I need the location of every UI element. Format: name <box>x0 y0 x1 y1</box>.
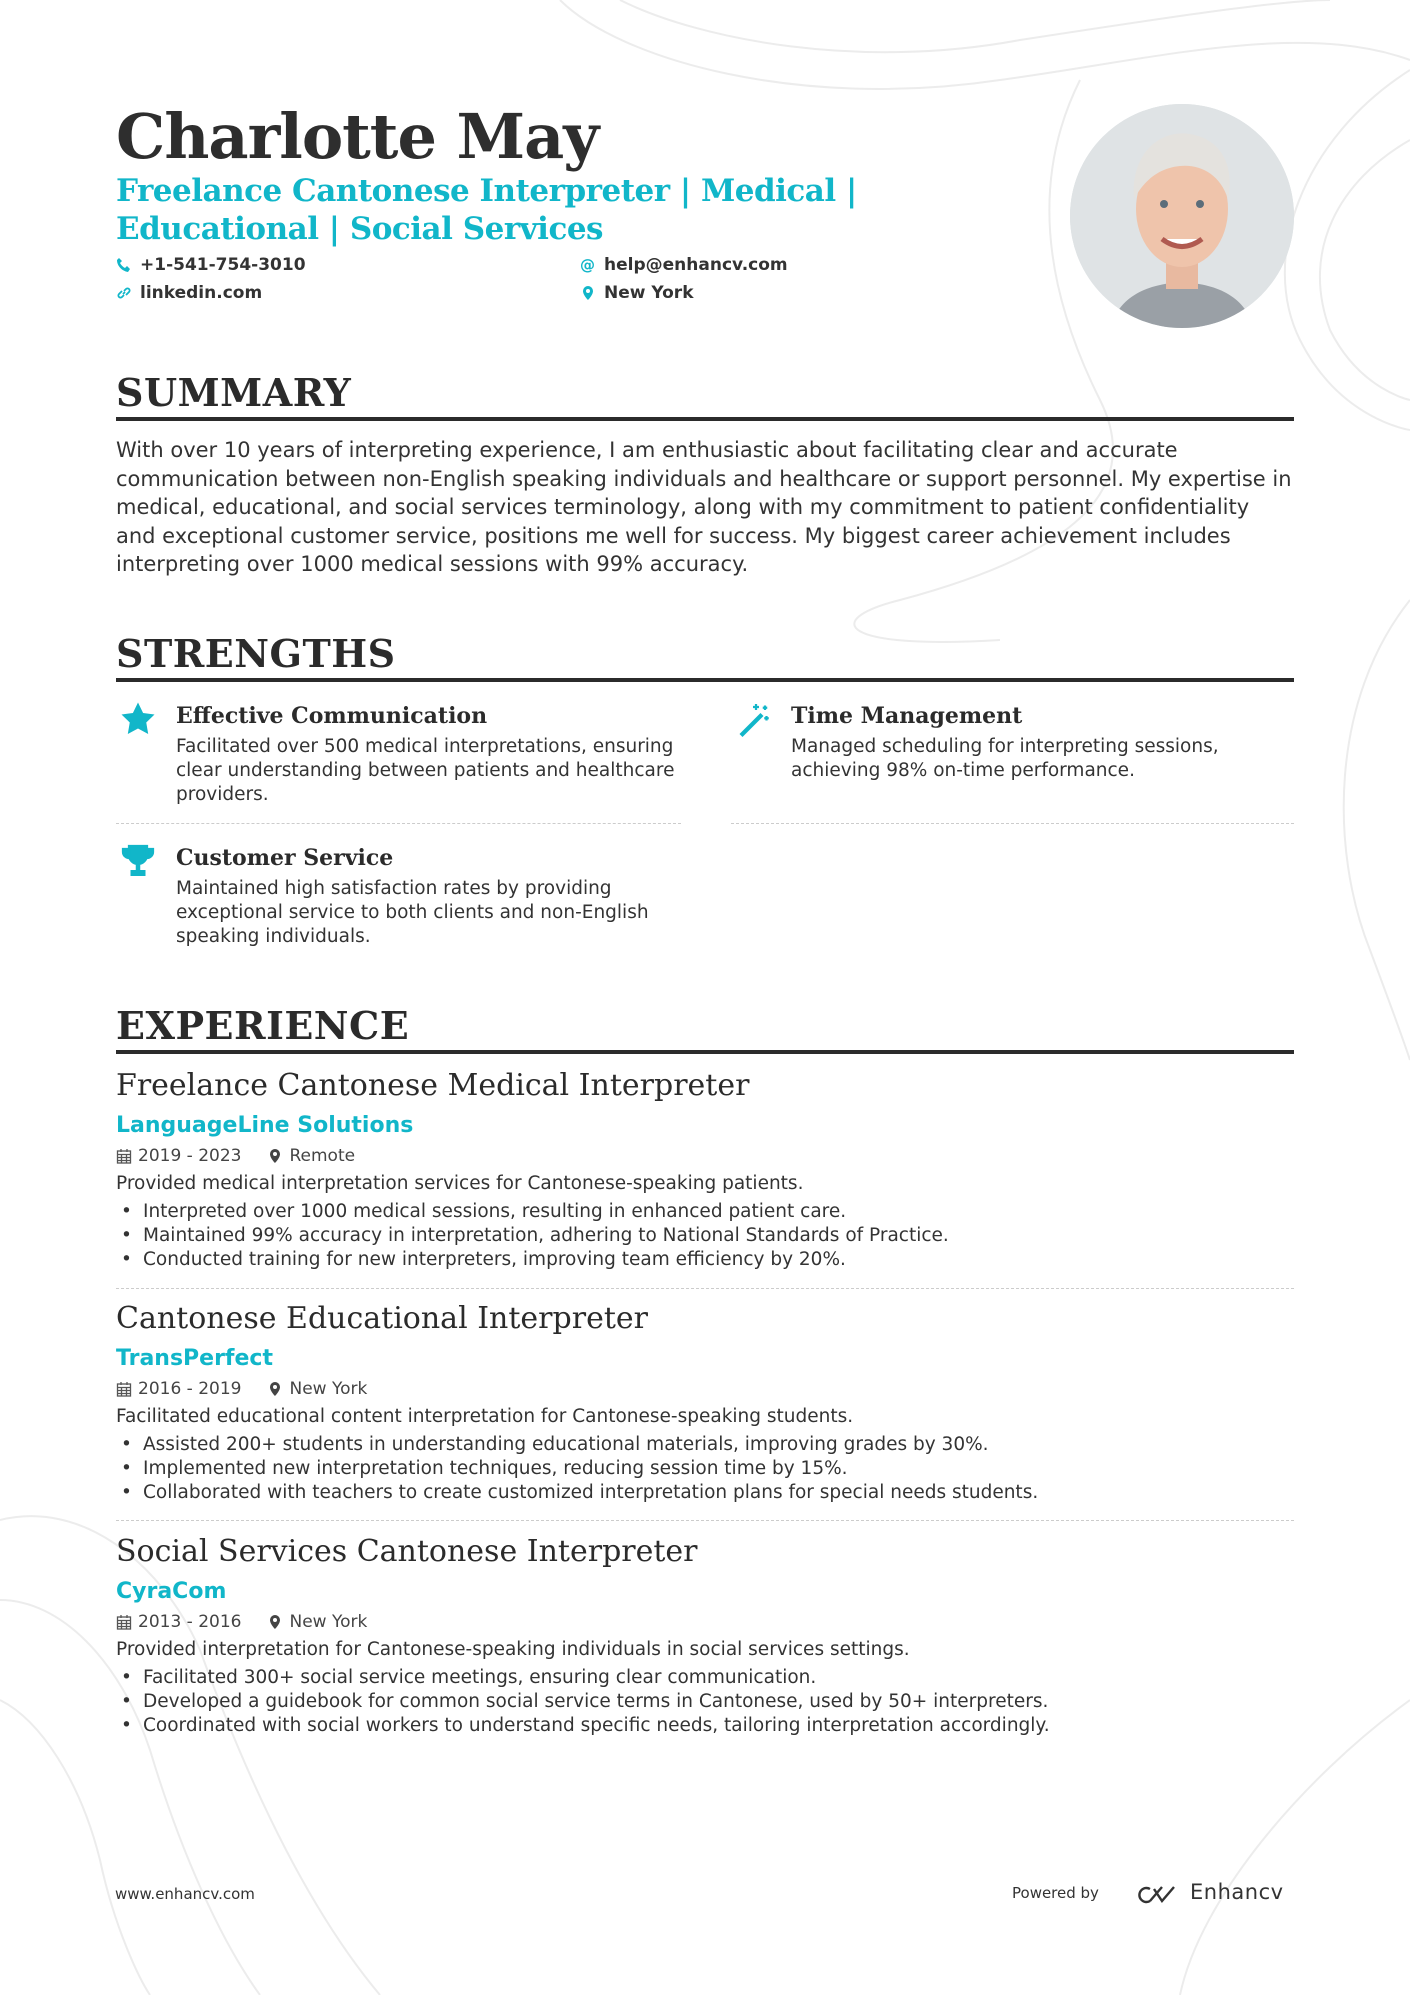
job-bullet: • Coordinated with social workers to understand specific needs, tailoring interpretation accordingly. <box>116 1714 1294 1738</box>
link-icon <box>116 285 132 301</box>
calendar-icon <box>116 1148 132 1164</box>
divider <box>116 1520 1294 1521</box>
company-name: LanguageLine Solutions <box>116 1113 414 1138</box>
email-text[interactable]: help@enhancv.com <box>604 255 788 275</box>
job-location: Remote <box>289 1146 356 1166</box>
company-name: TransPerfect <box>116 1346 273 1371</box>
summary-text: With over 10 years of interpreting experience, I am enthusiastic about facilitating clear and accurate communication between non-English speaking individuals and healthcare or support personnel. My expertise in medical, educational, and social services terminology, along with my commitment to patient confidentiality and exceptional customer service, positions me well for success. My biggest career achievement includes interpreting over 1000 medical sessions with 99% accuracy. <box>116 438 1292 577</box>
location-pin-icon <box>267 1148 283 1164</box>
experience-entry <box>116 1532 1294 1738</box>
job-description: Provided medical interpretation services for Cantonese-speaking patients. <box>116 1173 804 1194</box>
candidate-name: Charlotte May <box>116 100 599 173</box>
linkedin-text[interactable]: linkedin.com <box>140 283 263 303</box>
contact-phone <box>116 255 306 275</box>
job-description: Provided interpretation for Cantonese-speaking individuals in social services settings. <box>116 1639 910 1660</box>
footer-brand[interactable]: Enhancv <box>1190 1880 1284 1904</box>
phone-icon <box>116 257 132 273</box>
job-description: Facilitated educational content interpretation for Cantonese-speaking students. <box>116 1406 854 1427</box>
trophy-icon <box>120 843 156 879</box>
location-pin-icon <box>267 1381 283 1397</box>
magic-wand-icon <box>735 701 771 737</box>
footer-powered-by: Powered by <box>1012 1884 1099 1902</box>
divider <box>116 1288 1294 1289</box>
strength-item <box>731 701 1296 783</box>
job-location: New York <box>289 1612 368 1632</box>
phone-text: +1-541-754-3010 <box>140 255 306 275</box>
company-name: CyraCom <box>116 1579 227 1604</box>
profile-photo <box>1070 104 1294 328</box>
job-bullet: • Conducted training for new interpreters, improving team efficiency by 20%. <box>116 1248 1294 1272</box>
strength-title: Effective Communication <box>176 703 488 729</box>
job-dates: 2013 - 2016 <box>138 1612 242 1632</box>
strength-item <box>116 701 681 807</box>
job-title: Freelance Cantonese Medical Interpreter <box>116 1068 750 1103</box>
job-meta <box>116 1610 1294 1634</box>
contact-link[interactable] <box>116 283 262 303</box>
job-bullet: • Maintained 99% accuracy in interpretation, adhering to National Standards of Practice. <box>116 1224 1294 1248</box>
job-location: New York <box>289 1379 368 1399</box>
strength-title: Customer Service <box>176 845 394 871</box>
job-bullet: • Interpreted over 1000 medical sessions, resulting in enhanced patient care. <box>116 1200 1294 1224</box>
candidate-title: Freelance Cantonese Interpreter | Medical | Educational | Social Services <box>116 173 857 247</box>
contact-location <box>580 283 694 303</box>
strength-text: Maintained high satisfaction rates by providing exceptional service to both clients and non-English speaking individuals. <box>176 878 649 947</box>
job-meta <box>116 1377 1294 1401</box>
job-bullet: • Assisted 200+ students in understanding educational materials, improving grades by 30%. <box>116 1433 1294 1457</box>
experience-entry <box>116 1299 1294 1505</box>
enhancv-logo-icon <box>1132 1883 1178 1907</box>
star-icon <box>120 701 156 737</box>
footer-website[interactable]: www.enhancv.com <box>115 1885 255 1903</box>
strength-item <box>116 843 681 949</box>
experience-entry <box>116 1066 1294 1272</box>
job-bullet: • Implemented new interpretation techniques, reducing session time by 15%. <box>116 1457 1294 1481</box>
strength-text: Facilitated over 500 medical interpretations, ensuring clear understanding between patients and healthcare providers. <box>176 736 675 805</box>
at-icon <box>580 257 596 273</box>
calendar-icon <box>116 1614 132 1630</box>
divider <box>731 823 1294 824</box>
job-title: Cantonese Educational Interpreter <box>116 1301 648 1336</box>
strengths-heading: STRENGTHS <box>116 632 1294 682</box>
calendar-icon <box>116 1381 132 1397</box>
strength-title: Time Management <box>791 703 1023 729</box>
job-meta <box>116 1144 1294 1168</box>
job-dates: 2019 - 2023 <box>138 1146 242 1166</box>
job-bullet: • Developed a guidebook for common social service terms in Cantonese, used by 50+ interpreters. <box>116 1690 1294 1714</box>
job-bullet: • Facilitated 300+ social service meetings, ensuring clear communication. <box>116 1666 1294 1690</box>
job-bullet: • Collaborated with teachers to create customized interpretation plans for special needs students. <box>116 1481 1294 1505</box>
summary-heading: SUMMARY <box>116 371 1294 421</box>
experience-heading: EXPERIENCE <box>116 1004 1294 1054</box>
job-dates: 2016 - 2019 <box>138 1379 242 1399</box>
divider <box>116 823 681 824</box>
job-title: Social Services Cantonese Interpreter <box>116 1534 698 1569</box>
strength-text: Managed scheduling for interpreting sessions, achieving 98% on-time performance. <box>791 736 1219 781</box>
location-pin-icon <box>267 1614 283 1630</box>
contact-email[interactable] <box>580 255 788 275</box>
location-text: New York <box>604 283 694 303</box>
location-pin-icon <box>580 285 596 301</box>
svg-text:@: @ <box>580 257 595 273</box>
